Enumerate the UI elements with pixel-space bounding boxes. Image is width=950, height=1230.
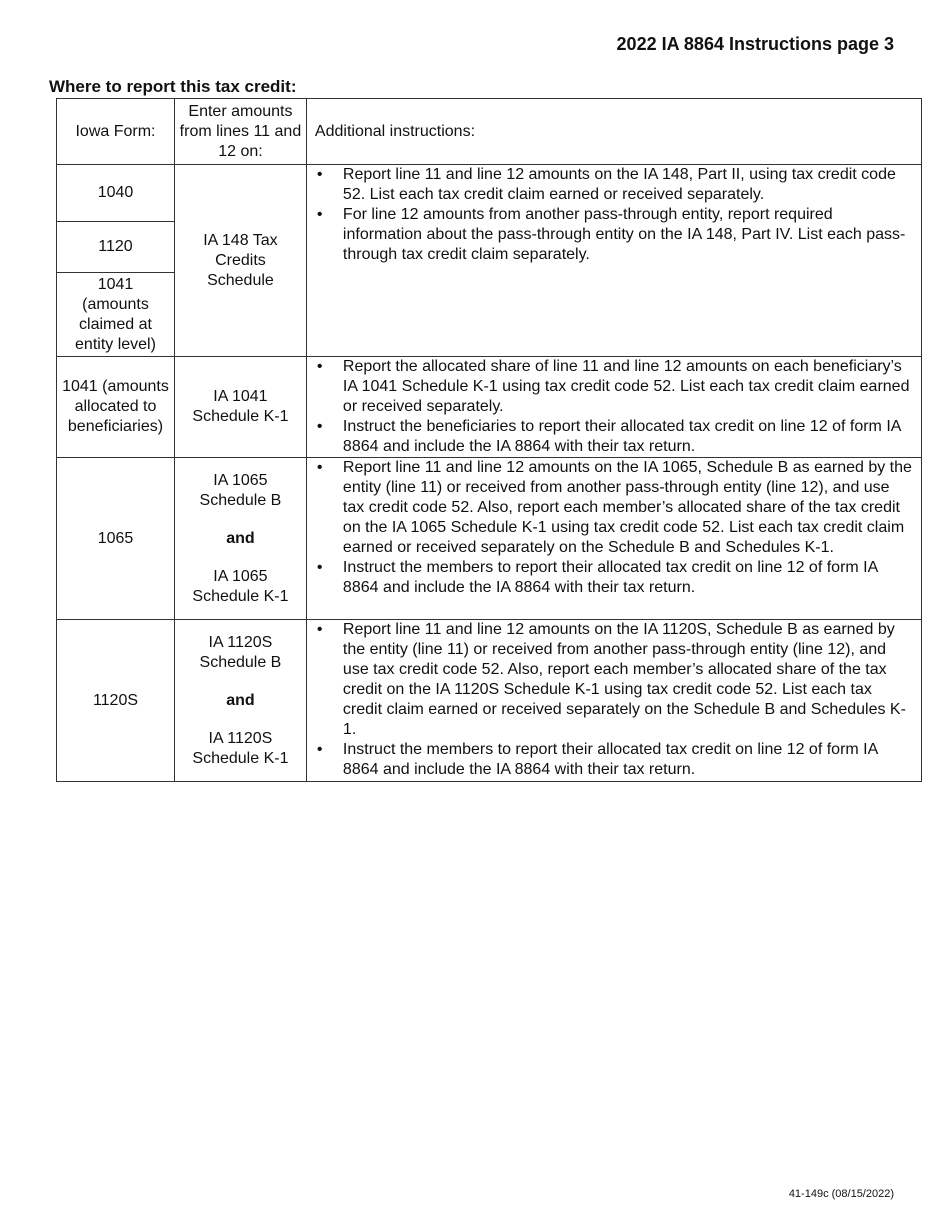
schedule-1065-b: IA 1065 Schedule B [199, 471, 282, 509]
schedule-ia-1065 [174, 458, 306, 620]
instruction-item: • Report line 11 and line 12 amounts on the IA 148, Part II, using tax credit code 52. List each tax credit claim earned or received separately. [307, 165, 915, 205]
schedule-1120s-b: IA 1120S Schedule B [199, 633, 282, 671]
instruction-item: • Instruct the members to report their allocated tax credit on line 12 of form IA 8864 and include the IA 8864 with their tax return. [307, 558, 915, 598]
conjunction-and: and [226, 529, 255, 547]
table-row [57, 357, 922, 458]
form-1041-beneficiaries: 1041 (amounts allocated to beneficiaries) [57, 357, 175, 458]
section-title: Where to report this tax credit: [49, 77, 297, 96]
conjunction-and: and [226, 691, 255, 709]
form-revision-code: 41-149c (08/15/2022) [788, 1188, 894, 1200]
header-enter-amounts: Enter amounts from lines 11 and 12 on: [174, 99, 306, 165]
instruction-item: • Instruct the members to report their allocated tax credit on line 12 of form IA 8864 and include the IA 8864 with their tax return. [307, 740, 915, 780]
schedule-1065-k1: IA 1065 Schedule K-1 [192, 567, 289, 605]
instructions-ia-1041 [306, 357, 921, 458]
table-row [57, 458, 922, 620]
table-row [57, 165, 922, 222]
schedule-1120s-k1: IA 1120S Schedule K-1 [192, 729, 289, 767]
reporting-table [56, 98, 922, 782]
form-1120s: 1120S [57, 620, 175, 782]
instructions-ia-1120s [306, 620, 921, 782]
instructions-ia-148 [306, 165, 921, 357]
table-header-row [57, 99, 922, 165]
schedule-ia-148: IA 148 Tax Credits Schedule [174, 165, 306, 357]
instruction-item: • Instruct the beneficiaries to report their allocated tax credit on line 12 of form IA 8864 and include the IA 8864 with their tax return. [307, 417, 915, 457]
form-1120: 1120 [57, 222, 175, 273]
schedule-ia-1041-k1: IA 1041 Schedule K-1 [174, 357, 306, 458]
instructions-ia-1065 [306, 458, 921, 620]
form-1040: 1040 [57, 165, 175, 222]
instruction-item: • Report the allocated share of line 11 and line 12 amounts on each beneficiary’s IA 1041 Schedule K-1 using tax credit code 52. List each tax credit claim earned or received separately. [307, 357, 915, 417]
table-row [57, 620, 922, 782]
form-1065: 1065 [57, 458, 175, 620]
page-header: 2022 IA 8864 Instructions page 3 [616, 34, 894, 54]
instruction-item: • For line 12 amounts from another pass-through entity, report required information about the pass-through entity on the IA 148, Part IV. List each pass-through tax credit claim separately. [307, 205, 915, 265]
instruction-item: • Report line 11 and line 12 amounts on the IA 1065, Schedule B as earned by the entity (line 11) or received from another pass-through entity (line 12), and use tax credit code 52. Also, report each member’s allocated share of the tax credit on the IA 1065 Schedule K-1 using tax credit code 52. List each tax credit claim earned or received separately on the Schedule B and Schedules K-1. [307, 458, 915, 558]
instruction-item: • Report line 11 and line 12 amounts on the IA 1120S, Schedule B as earned by the entity (line 11) or received from another pass-through entity (line 12), and use tax credit code 52. Also, report each member’s allocated share of the tax credit on the IA 1120S Schedule K-1 using tax credit code 52. List each tax credit claim earned or received separately on the Schedule B and Schedules K-1. [307, 620, 915, 740]
header-additional-instructions: Additional instructions: [306, 99, 921, 165]
schedule-ia-1120s [174, 620, 306, 782]
header-iowa-form: Iowa Form: [57, 99, 175, 165]
form-1041-entity: 1041 (amounts claimed at entity level) [57, 273, 175, 357]
